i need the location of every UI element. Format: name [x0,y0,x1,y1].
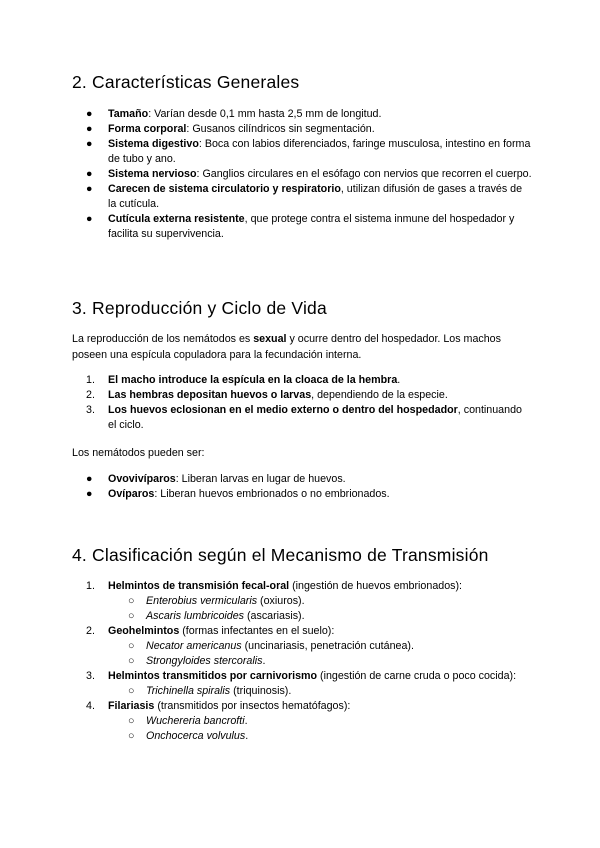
circle-bullet-icon: ○ [128,685,135,697]
section-4-heading: 4. Clasificación según el Mecanismo de Transmisión [72,545,489,565]
list-item [72,472,532,487]
species-name: Ascaris lumbricoides [146,610,244,622]
item-term: Helmintos de transmisión fecal-oral [108,580,290,592]
list-item [72,699,532,744]
circle-bullet-icon: ○ [128,730,135,742]
item-term: Cutícula externa resistente [108,213,245,225]
sub-list [108,714,532,744]
step-number: 3. [86,670,95,682]
list-item [72,403,532,433]
item-text: : Liberan larvas en lugar de huevos. [175,473,346,485]
bullet-icon: ● [86,123,93,135]
sub-list-item [108,639,532,654]
bullet-icon: ● [86,183,93,195]
bullet-icon: ● [86,213,93,225]
species-name: Wuchereria bancrofti [146,715,245,727]
item-term: Ovovivíparos [108,473,176,485]
section-3-heading: 3. Reproducción y Ciclo de Vida [72,298,327,318]
section-2-heading: 2. Características Generales [72,72,300,92]
sub-list [108,684,532,699]
list-item [72,137,532,167]
item-term: Filariasis [108,700,155,712]
sub-list-item [108,729,532,744]
sub-list-item [108,654,532,669]
reproduction-steps-list [72,373,532,433]
species-note: . [245,730,249,742]
bullet-icon: ● [86,108,93,120]
list-item [72,373,532,388]
species-note: . [262,655,266,667]
list-item [72,212,532,242]
item-text: (formas infectantes en el suelo): [179,625,335,637]
sub-list [108,594,532,624]
step-number: 4. [86,700,95,712]
species-name: Necator americanus [146,640,242,652]
general-characteristics-list [72,107,532,242]
list-item [72,487,532,502]
list-item [72,122,532,137]
circle-bullet-icon: ○ [128,655,135,667]
transmission-classification-list [72,579,532,744]
item-text: , utilizan difusión de gases a través de la cutícula. [108,183,523,210]
item-text: : Boca con labios diferenciados, faringe musculosa, intestino en forma de tubo y ano. [108,138,531,165]
circle-bullet-icon: ○ [128,595,135,607]
step-number: 2. [86,389,95,401]
species-name: Enterobius vermicularis [146,595,258,607]
item-term: Geohelmintos [108,625,180,637]
item-term: Sistema nervioso [108,168,197,180]
step-number: 1. [86,374,95,386]
bullet-icon: ● [86,138,93,150]
item-text: (transmitidos por insectos hematófagos): [154,700,351,712]
item-text: , continuando el ciclo. [108,404,522,431]
item-term: Los huevos eclosionan en el medio externo o dentro del hospedador [108,404,458,416]
sub-list-item [108,714,532,729]
item-text: : Liberan huevos embrionados o no embrionados. [154,488,390,500]
species-name: Trichinella spiralis [146,685,231,697]
nematode-types-list [72,472,532,502]
sub-list-item [108,684,532,699]
step-number: 2. [86,625,95,637]
sub-list [108,639,532,669]
types-intro: Los nemátodos pueden ser: [72,447,205,459]
item-term: Sistema digestivo [108,138,199,150]
item-text: . [397,374,401,386]
list-item [72,167,532,182]
list-item [72,669,532,699]
item-term: Ovíparos [108,488,155,500]
circle-bullet-icon: ○ [128,610,135,622]
sub-list-item [108,594,532,609]
step-number: 1. [86,580,95,592]
item-term: Helmintos transmitidos por carnivorismo [108,670,318,682]
item-text: : Varían desde 0,1 mm hasta 2,5 mm de longitud. [148,108,382,120]
species-note: (oxiuros). [257,595,305,607]
intro-bold: sexual [253,333,287,345]
step-number: 3. [86,404,95,416]
bullet-icon: ● [86,168,93,180]
item-text: , dependiendo de la especie. [311,389,448,401]
item-text: (ingestión de carne cruda o poco cocida): [317,670,517,682]
bullet-icon: ● [86,488,93,500]
item-term: Carecen de sistema circulatorio y respiratorio [108,183,341,195]
sub-list-item [108,609,532,624]
item-text: : Ganglios circulares en el esófago con nervios que recorren el cuerpo. [196,168,532,180]
list-item [72,579,532,624]
circle-bullet-icon: ○ [128,715,135,727]
list-item [72,388,532,403]
item-term: El macho introduce la espícula en la cloaca de la hembra [108,374,398,386]
species-note: (ascariasis). [244,610,305,622]
list-item [72,107,532,122]
species-name: Onchocerca volvulus [146,730,246,742]
intro-text: y ocurre dentro del hospedador. Los machos poseen una espícula copuladora para la fecundación interna. [72,333,501,361]
item-term: Las hembras depositan huevos o larvas [108,389,312,401]
bullet-icon: ● [86,473,93,485]
item-term: Tamaño [108,108,149,120]
item-term: Forma corporal [108,123,187,135]
reproduction-intro [72,331,532,363]
item-text: : Gusanos cilíndricos sin segmentación. [186,123,375,135]
species-name: Strongyloides stercoralis [146,655,263,667]
species-note: (uncinariasis, penetración cutánea). [241,640,414,652]
list-item [72,624,532,669]
intro-text: La reproducción de los nemátodos es [72,333,254,345]
species-note: . [244,715,248,727]
circle-bullet-icon: ○ [128,640,135,652]
species-note: (triquinosis). [230,685,292,697]
list-item [72,182,532,212]
item-text: , que protege contra el sistema inmune del hospedador y facilita su supervivencia. [108,213,515,240]
item-text: (ingestión de huevos embrionados): [289,580,463,592]
